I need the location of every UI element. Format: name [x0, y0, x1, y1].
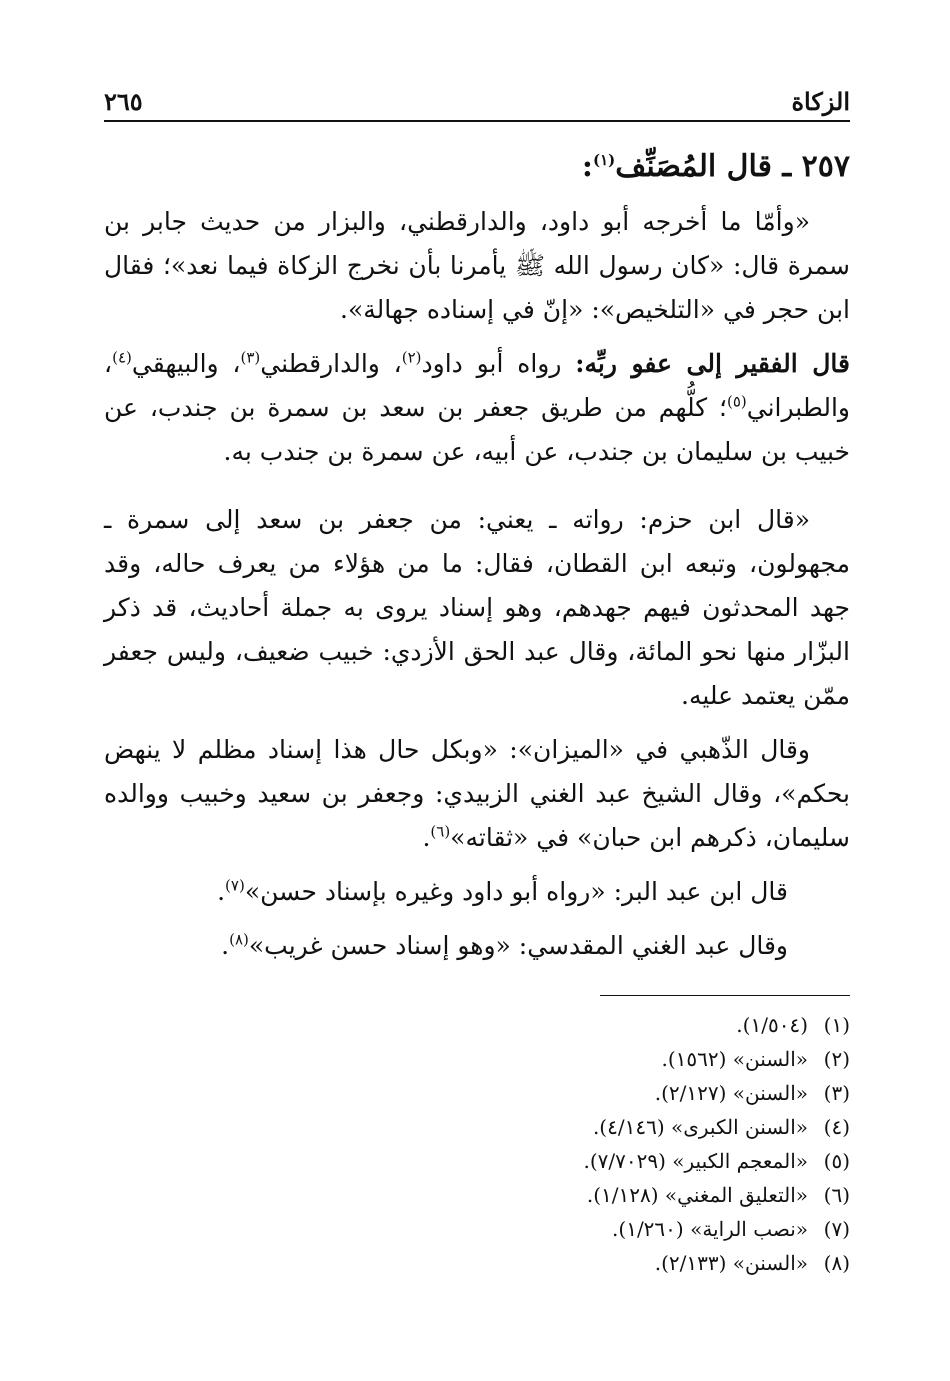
footnote-item — [250, 1008, 850, 1042]
entry-number: ٢٥٧ — [801, 149, 850, 184]
footnote-ref: (٦) — [430, 822, 451, 841]
main-text — [104, 140, 850, 978]
entry-title: قال المُصَنِّف — [615, 149, 772, 184]
footnote-ref: (٣) — [240, 348, 261, 367]
footnote-number: (٢) — [823, 1047, 850, 1071]
text-run: . — [217, 877, 226, 906]
footnote-text: «السنن» (٢/١٢٧). — [654, 1081, 808, 1105]
text-run: ، والبيهقي — [131, 349, 241, 378]
text-run: وقال عبد الغني المقدسي: «وهو إسناد حسن غريب» — [248, 931, 788, 960]
paragraph-dhahabi — [104, 728, 850, 860]
footnote-number: (٧) — [823, 1217, 850, 1241]
page-header — [104, 82, 850, 122]
page-number: ٢٦٥ — [104, 86, 143, 116]
footnote-number: (٥) — [823, 1149, 850, 1173]
footnote-number: (٤) — [823, 1115, 850, 1139]
footnote-number: (٣) — [823, 1081, 850, 1105]
paragraph-quote-ibn-hajar: «وأمّا ما أخرجه أبو داود، والدارقطني، والبزار من حديث جابر بن سمرة قال: «كان رسول الله ﷺ يأمرنا بأن نخرج الزكاة فيما نعد»؛ فقال ابن حجر في «التلخيص»: «إنّ في إسناده جهالة». — [104, 207, 850, 324]
spacer — [104, 484, 850, 498]
text-run: ، والطبراني — [104, 349, 850, 422]
footnotes-list — [250, 1008, 850, 1280]
paragraph-ibn-abd-al-barr — [104, 870, 850, 914]
footnote-ref: (٧) — [225, 876, 245, 895]
text-run: . — [221, 931, 230, 960]
text-run: ؛ كلُّهم من طريق جعفر بن سعد بن سمرة بن جندب، عن خبيب بن سليمان بن جندب، عن أبيه، عن سمرة بن جندب به. — [104, 393, 850, 466]
footnote-number: (٨) — [823, 1251, 850, 1275]
chapter-title: الزكاة — [791, 86, 850, 116]
text-run: . — [422, 823, 431, 852]
paragraph-author-comment — [104, 342, 850, 474]
text-run: قال ابن عبد البر: «رواه أبو داود وغيره بإسناد حسن» — [244, 877, 788, 906]
entry-title-suffix: : — [581, 149, 593, 184]
footnote-ref: (١) — [593, 151, 616, 169]
footnote-item — [250, 1144, 850, 1178]
entry-dash: ـ — [782, 149, 792, 184]
footnote-text: «المعجم الكبير» (٧/٧٠٢٩). — [583, 1149, 808, 1173]
author-lead: قال الفقير إلى عفو ربِّه: — [575, 349, 850, 378]
paragraph-maqdisi — [104, 924, 850, 968]
footnote-ref: (٨) — [229, 930, 249, 949]
text-run: ، والدارقطني — [260, 349, 402, 378]
footnote-text: «السنن» (٢/١٣٣). — [654, 1251, 808, 1275]
footnote-divider — [600, 995, 850, 996]
footnote-item — [250, 1212, 850, 1246]
footnote-number: (٦) — [823, 1183, 850, 1207]
footnote-text: «السنن» (١٥٦٢). — [661, 1047, 808, 1071]
footnote-text: «السنن الكبرى» (٤/١٤٦). — [592, 1115, 808, 1139]
footnote-text: «نصب الراية» (١/٢٦٠). — [612, 1217, 808, 1241]
footnote-item — [250, 1076, 850, 1110]
footnote-text: «التعليق المغني» (١/١٢٨). — [586, 1183, 808, 1207]
footnote-item — [250, 1178, 850, 1212]
text-run: رواه أبو داود — [421, 349, 576, 378]
footnote-ref: (٥) — [726, 392, 747, 411]
footnote-ref: (٤) — [112, 348, 132, 367]
footnote-item — [250, 1042, 850, 1076]
footnote-item — [250, 1110, 850, 1144]
footnote-text: (١/٥٠٤). — [736, 1013, 808, 1037]
footnote-item — [250, 1246, 850, 1280]
footnote-ref: (٢) — [401, 348, 422, 367]
entry-heading — [104, 140, 850, 194]
paragraph-ibn-hazm: «قال ابن حزم: رواته ـ يعني: من جعفر بن سعد إلى سمرة ـ مجهولون، وتبعه ابن القطان، فقال: ما من هؤلاء من يعرف حاله، وقد جهد المحدثون فيهم جهدهم، وهو إسناد يروى به جملة أحاديث، قد ذكر البزّار منها نحو المائة، وقال عبد الحق الأزدي: خبيب ضعيف، وليس جعفر ممّن يعتمد عليه. — [104, 505, 850, 710]
text-run: وقال الذّهبي في «الميزان»: «وبكل حال هذا إسناد مظلم لا ينهض بحكم»، وقال الشيخ عبد الغني الزبيدي: وجعفر بن سعيد وخبيب ووالده سليمان، ذكرهم ابن حبان» في «ثقاته» — [104, 735, 850, 852]
footnote-number: (١) — [823, 1013, 850, 1037]
